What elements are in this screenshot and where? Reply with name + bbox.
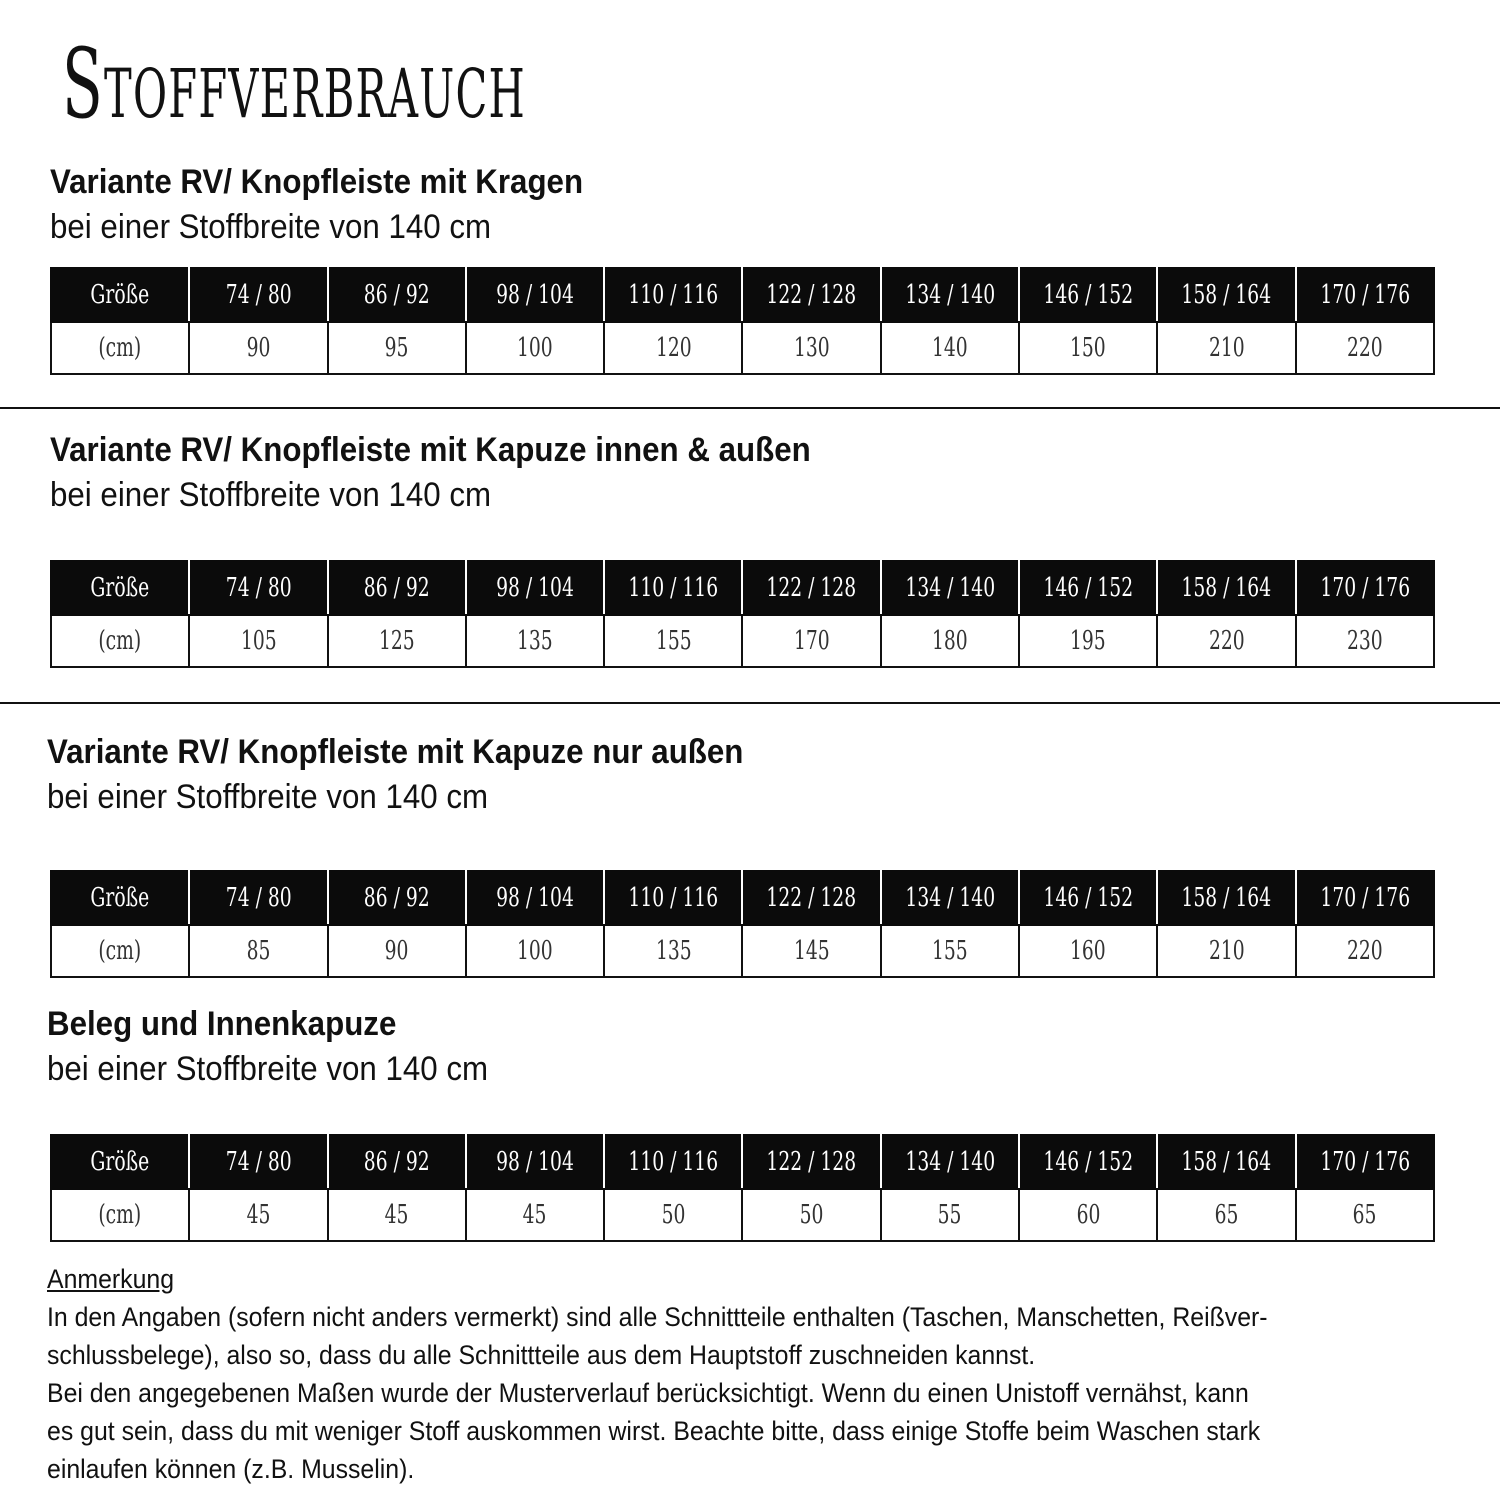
size-header-cell: Größe bbox=[51, 1135, 189, 1189]
value-cell: 170 bbox=[742, 615, 880, 667]
value-cell: 90 bbox=[189, 322, 327, 374]
size-header-cell: 158 / 164 bbox=[1157, 871, 1295, 925]
size-header-cell: 146 / 152 bbox=[1019, 1135, 1157, 1189]
value-cell: 150 bbox=[1019, 322, 1157, 374]
section-divider bbox=[0, 702, 1500, 704]
size-header-cell: 122 / 128 bbox=[742, 268, 880, 322]
page-title: Stoffverbrauch bbox=[62, 28, 526, 140]
table-row bbox=[51, 322, 1434, 374]
value-cell: 145 bbox=[742, 925, 880, 977]
usage-table-beleg-innenkapuze bbox=[50, 1134, 1435, 1242]
value-cell: 120 bbox=[604, 322, 742, 374]
note-line: schlussbelege), also so, dass du alle Schnittteile aus dem Hauptstoff zuschneiden kannst. bbox=[47, 1340, 1036, 1370]
size-header-cell: 74 / 80 bbox=[189, 268, 327, 322]
section-kragen bbox=[50, 160, 1500, 250]
section-kapuze-innen-aussen bbox=[50, 428, 1500, 518]
value-cell: 210 bbox=[1157, 322, 1295, 374]
unit-cell: (cm) bbox=[51, 1189, 189, 1241]
size-header-cell: 86 / 92 bbox=[328, 871, 466, 925]
value-cell: 180 bbox=[881, 615, 1019, 667]
section-subheading: bei einer Stoffbreite von 140 cm bbox=[50, 208, 492, 246]
size-header-cell: 98 / 104 bbox=[466, 1135, 604, 1189]
section-subheading: bei einer Stoffbreite von 140 cm bbox=[47, 778, 489, 816]
size-header-cell: 110 / 116 bbox=[604, 268, 742, 322]
section-heading: Variante RV/ Knopfleiste mit Kragen bbox=[50, 163, 584, 201]
size-header-cell: 74 / 80 bbox=[189, 1135, 327, 1189]
size-header-cell: 158 / 164 bbox=[1157, 1135, 1295, 1189]
value-cell: 135 bbox=[604, 925, 742, 977]
value-cell: 210 bbox=[1157, 925, 1295, 977]
section-heading: Beleg und Innenkapuze bbox=[47, 1005, 397, 1043]
size-header-cell: 170 / 176 bbox=[1296, 1135, 1434, 1189]
size-header-cell: 170 / 176 bbox=[1296, 561, 1434, 615]
size-header-cell: 74 / 80 bbox=[189, 871, 327, 925]
value-cell: 135 bbox=[466, 615, 604, 667]
size-header-cell: 158 / 164 bbox=[1157, 561, 1295, 615]
section-kapuze-nur-aussen bbox=[47, 730, 1500, 820]
table-header-row bbox=[51, 1135, 1434, 1189]
table-header-row bbox=[51, 561, 1434, 615]
size-header-cell: 134 / 140 bbox=[881, 268, 1019, 322]
note-line: einlaufen können (z.B. Musselin). bbox=[47, 1454, 415, 1484]
note-line: Bei den angegebenen Maßen wurde der Musterverlauf berücksichtigt. Wenn du einen Unistoff vernähst, kann bbox=[47, 1378, 1249, 1408]
section-divider bbox=[0, 407, 1500, 409]
value-cell: 50 bbox=[604, 1189, 742, 1241]
note-line: es gut sein, dass du mit weniger Stoff auskommen wirst. Beachte bitte, dass einige Stoffe beim Waschen stark bbox=[47, 1416, 1261, 1446]
size-header-cell: 146 / 152 bbox=[1019, 268, 1157, 322]
size-header-cell: Größe bbox=[51, 561, 189, 615]
value-cell: 45 bbox=[466, 1189, 604, 1241]
size-header-cell: 122 / 128 bbox=[742, 871, 880, 925]
unit-cell: (cm) bbox=[51, 925, 189, 977]
size-header-cell: Größe bbox=[51, 268, 189, 322]
size-header-cell: 110 / 116 bbox=[604, 561, 742, 615]
size-header-cell: 158 / 164 bbox=[1157, 268, 1295, 322]
usage-table-kapuze-innen-aussen bbox=[50, 560, 1435, 668]
value-cell: 50 bbox=[742, 1189, 880, 1241]
table-row bbox=[51, 925, 1434, 977]
section-beleg-innenkapuze bbox=[47, 1002, 1500, 1092]
size-header-cell: 110 / 116 bbox=[604, 1135, 742, 1189]
value-cell: 60 bbox=[1019, 1189, 1157, 1241]
value-cell: 155 bbox=[604, 615, 742, 667]
size-header-cell: 170 / 176 bbox=[1296, 268, 1434, 322]
value-cell: 195 bbox=[1019, 615, 1157, 667]
section-subheading: bei einer Stoffbreite von 140 cm bbox=[47, 1050, 489, 1088]
table-header-row bbox=[51, 871, 1434, 925]
table-row bbox=[51, 615, 1434, 667]
value-cell: 130 bbox=[742, 322, 880, 374]
value-cell: 65 bbox=[1157, 1189, 1295, 1241]
size-header-cell: 86 / 92 bbox=[328, 268, 466, 322]
size-header-cell: 122 / 128 bbox=[742, 1135, 880, 1189]
value-cell: 220 bbox=[1296, 925, 1434, 977]
value-cell: 100 bbox=[466, 925, 604, 977]
size-header-cell: 74 / 80 bbox=[189, 561, 327, 615]
value-cell: 125 bbox=[328, 615, 466, 667]
size-header-cell: 134 / 140 bbox=[881, 561, 1019, 615]
value-cell: 155 bbox=[881, 925, 1019, 977]
note-block bbox=[47, 1260, 1467, 1488]
value-cell: 100 bbox=[466, 322, 604, 374]
unit-cell: (cm) bbox=[51, 322, 189, 374]
value-cell: 220 bbox=[1296, 322, 1434, 374]
usage-table-kragen bbox=[50, 267, 1435, 375]
value-cell: 220 bbox=[1157, 615, 1295, 667]
value-cell: 230 bbox=[1296, 615, 1434, 667]
size-header-cell: 110 / 116 bbox=[604, 871, 742, 925]
value-cell: 105 bbox=[189, 615, 327, 667]
table-row bbox=[51, 1189, 1434, 1241]
section-heading: Variante RV/ Knopfleiste mit Kapuze innen & außen bbox=[50, 431, 811, 469]
usage-table-kapuze-nur-aussen bbox=[50, 870, 1435, 978]
note-line: In den Angaben (sofern nicht anders vermerkt) sind alle Schnittteile enthalten (Taschen, Manschetten, Reißver- bbox=[47, 1302, 1268, 1332]
size-header-cell: 134 / 140 bbox=[881, 871, 1019, 925]
size-header-cell: 86 / 92 bbox=[328, 1135, 466, 1189]
size-header-cell: 98 / 104 bbox=[466, 871, 604, 925]
section-heading: Variante RV/ Knopfleiste mit Kapuze nur außen bbox=[47, 733, 744, 771]
size-header-cell: 98 / 104 bbox=[466, 268, 604, 322]
value-cell: 45 bbox=[328, 1189, 466, 1241]
value-cell: 55 bbox=[881, 1189, 1019, 1241]
size-header-cell: Größe bbox=[51, 871, 189, 925]
value-cell: 45 bbox=[189, 1189, 327, 1241]
section-subheading: bei einer Stoffbreite von 140 cm bbox=[50, 476, 492, 514]
size-header-cell: 146 / 152 bbox=[1019, 871, 1157, 925]
value-cell: 85 bbox=[189, 925, 327, 977]
table-header-row bbox=[51, 268, 1434, 322]
value-cell: 95 bbox=[328, 322, 466, 374]
size-header-cell: 86 / 92 bbox=[328, 561, 466, 615]
value-cell: 160 bbox=[1019, 925, 1157, 977]
value-cell: 65 bbox=[1296, 1189, 1434, 1241]
size-header-cell: 170 / 176 bbox=[1296, 871, 1434, 925]
size-header-cell: 98 / 104 bbox=[466, 561, 604, 615]
size-header-cell: 134 / 140 bbox=[881, 1135, 1019, 1189]
unit-cell: (cm) bbox=[51, 615, 189, 667]
size-header-cell: 122 / 128 bbox=[742, 561, 880, 615]
value-cell: 140 bbox=[881, 322, 1019, 374]
value-cell: 90 bbox=[328, 925, 466, 977]
note-title: Anmerkung bbox=[47, 1264, 175, 1294]
size-header-cell: 146 / 152 bbox=[1019, 561, 1157, 615]
